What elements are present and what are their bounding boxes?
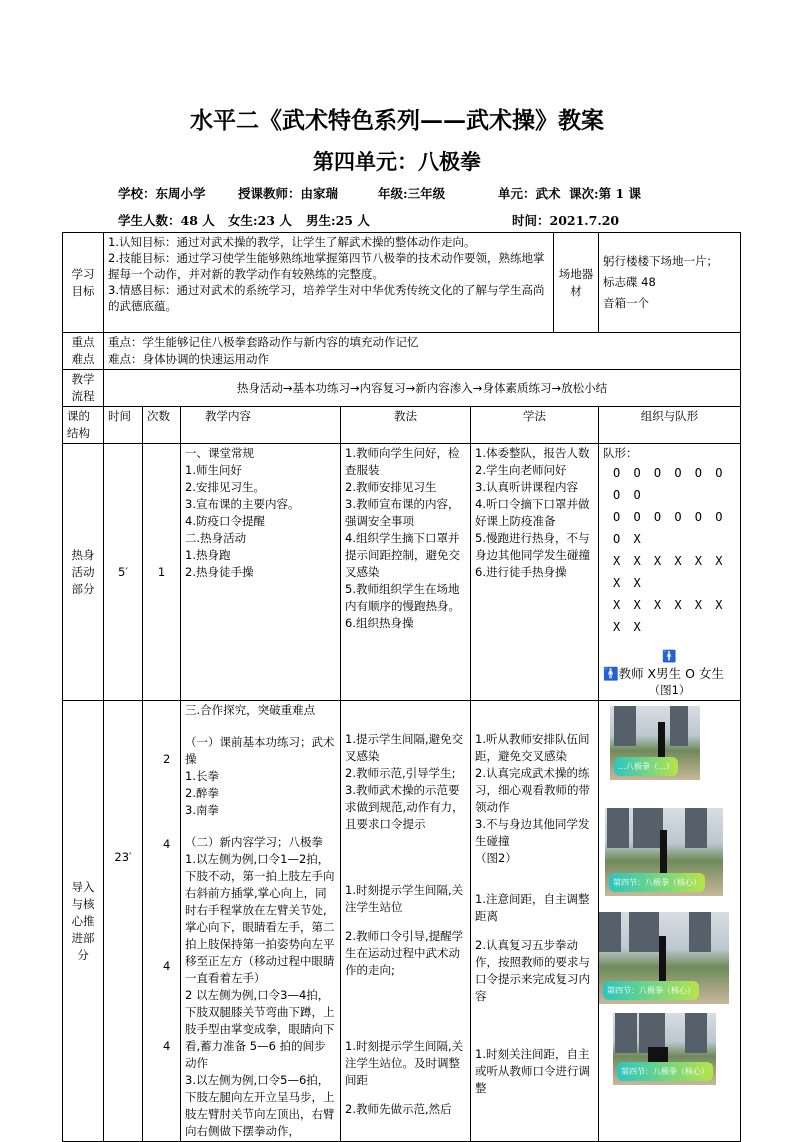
photo-caption: 第四节：八极拳（核心） [603,981,699,1000]
flow-text: 热身活动→基本功练习→内容复习→新内容渗入→身体素质练习→放松小结 [104,370,741,407]
equip-item: 躬行楼楼下场地一片； [603,254,718,268]
content-line: 2.热身徒手操 [185,565,254,579]
content-line: 2.安排见习生。 [185,480,265,494]
main-content [181,701,341,1142]
document-title: 水平二《武术特色系列——武术操》教案 [190,107,604,134]
learn-line: 5.慢跑进行热身，不与身边其他同学发生碰撞 [475,531,590,562]
learn-line: 1.听从教师安排队伍间距，避免交叉感染 [475,732,590,763]
content-line: 3.宣布课的主要内容。 [185,497,300,511]
formation-legend [603,665,736,682]
learn-line: 1.注意间距，自主调整距离 [475,892,590,923]
content-line: 1.师生问好 [185,463,242,477]
warmup-formation [599,444,741,701]
teach-line: 3.教师宣布课的内容，强调安全事项 [345,497,460,528]
learn-line: 3.不与身边其他同学发生碰撞 [475,817,590,848]
formation-row: O O O O O O O X [613,510,726,546]
teacher-icon: 🚹 [603,666,619,681]
formation-row: X X X X X X X X [613,554,726,590]
teacher: 授课教师：由家瑞 [238,186,339,201]
difficulty: 难点：身体协调的快速运用动作 [108,352,269,366]
lesson-table [62,232,741,1142]
content-line: 二.热身活动 [185,531,247,545]
content-line: 1.长拳 [185,769,219,783]
grade: 年级:三年级 [378,186,446,201]
main-time: 23′ [104,701,143,1142]
key-point: 重点：学生能够记住八极拳套路动作与新内容的填充动作记忆 [108,335,419,349]
figure-label: （图1） [648,683,691,697]
equip-item: 音箱一个 [603,296,649,310]
legend-text: 教师 X男生 O 女生 [618,666,724,681]
warmup-teaching [341,444,471,701]
flow-label: 教学流程 [63,370,104,407]
goal-item: 2.技能目标：通过学习使学生能够熟练地掌握第四节八极拳的技术动作要领，熟练地掌握每一个动作，并对新的教学动作有较熟练的完整度。 [108,251,545,281]
equip-list [599,233,741,333]
content-step: 1.以左侧为例,口令1—2拍，下肢不动，第一拍上肢左手向右斜前方插掌,掌心向上，同时右手程掌放在左臂关节处,掌心向下，眼睛看左手，第二拍上肢保持第一拍姿势向左平移至正左方（移动过程中眼睛一直看着左手） [185,852,335,985]
content-line: 一、课堂常规 [185,446,254,460]
goals-label: 学习目标 [63,233,104,333]
warmup-content [181,444,341,701]
school: 学校：东周小学 [118,186,206,201]
date: 时间：2021.7.20 [512,213,620,228]
lesson-number: 课次:第 1 课 [569,186,642,201]
learn-line: 6.进行徒手热身操 [475,565,567,579]
document-subtitle: 第四单元：八极拳 [313,149,481,174]
content-section: （二）新内容学习；八极拳 [185,835,323,849]
photo-caption: 第四节：八极拳（核心） [617,1062,713,1081]
header-learning: 学法 [471,407,599,444]
teach-line: 3.教师武术操的示范要求做到规范,动作有力，且要求口令提示 [345,783,464,831]
warmup-learning [471,444,599,701]
demo-photo [613,1013,716,1085]
learn-line: 2.认真复习五步拳动作，按照教师的要求与口令提示来完成复习内容 [475,938,590,1003]
header-count: 次数 [143,407,181,444]
girls-count: 女生:23 人 [228,213,292,228]
content-step: 2 以左侧为例,口令3—4拍，下肢双腿膝关节弯曲下蹲，上肢手型由掌变成拳，眼睛向下看,蓄力准备 5—6 拍的闾步动作 [185,988,335,1070]
content-line: 1.热身跑 [185,548,231,562]
goals-text [104,233,554,333]
header-structure: 课的结构 [63,407,104,444]
teach-line: 2.教师先做示范,然后 [345,1102,452,1116]
demo-photo [610,706,700,780]
learn-line: 3.认真听讲课程内容 [475,480,578,494]
learn-line: 1.时刻关注间距，自主或听从教师口令进行调整 [475,1047,590,1095]
content-line: 2.醉拳 [185,786,219,800]
main-photos [599,701,741,1142]
learn-line: 4.听口令摘下口罩并做好课上防疫准备 [475,497,590,528]
demo-photo [599,912,729,1004]
header-teaching: 教法 [341,407,471,444]
count-value: 2 [163,752,171,766]
formation-label: 队形： [603,446,638,460]
warmup-part: 热身活动部分 [63,444,104,701]
teach-line: 1.提示学生间隔,避免交叉感染 [345,732,464,763]
main-learning [471,701,599,1142]
key-points [104,333,741,370]
header-formation: 组织与队形 [599,407,741,444]
teach-line: 5.教师组织学生在场地内有顺序的慢跑热身。 [345,582,460,613]
count-value: 4 [163,837,171,851]
content-section: （一）课前基本功练习；武术操 [185,735,335,766]
teach-line: 2.教师示范,引导学生; [345,766,456,780]
equip-label: 场地器材 [554,233,599,333]
goal-item: 3.情感目标：通过对武术的系统学习，培养学生对中华优秀传统文化的了解与学生高尚的武德底蕴。 [108,283,545,313]
teach-line: 6.组织热身操 [345,616,414,630]
header-time: 时间 [104,407,143,444]
goal-item: 1.认知目标：通过对武术操的教学，让学生了解武术操的整体动作走向。 [108,235,476,249]
content-line: 4.防疫口令提醒 [185,514,265,528]
content-heading: 三.合作探究，突破重难点 [185,703,316,717]
teach-line: 1.教师向学生问好，检查服装 [345,446,460,477]
teach-line: 4.组织学生摘下口罩并提示间距控制，避免交叉感染 [345,531,460,579]
learn-line: 1.体委整队，报告人数 [475,446,590,460]
warmup-time: 5′ [104,444,143,701]
main-part: 导入与核心推进部分 [63,701,104,1142]
learn-line: 2.认真完成武术操的练习，细心观看教师的带领动作 [475,766,590,814]
figure-label: （图2） [475,851,517,865]
teach-line: 2.教师口令引导,提醒学生在运动过程中武术动作的走向; [345,929,464,977]
teach-line: 2.教师安排见习生 [345,480,437,494]
unit: 单元：武术 [498,186,561,201]
teacher-icon: 🚹 [662,649,677,663]
content-step: 3.以左侧为例,口令5—6拍，下肢左腿向左开立呈马步，上肢左臂肘关节向左顶出，右臂向右侧做下摆拳动作， [185,1073,335,1138]
learn-line: 2.学生向老师问好 [475,463,567,477]
photo-caption: 第四节：八极拳（核心） [609,873,705,892]
formation-row: O O O O O O O O [613,466,726,502]
main-teaching [341,701,471,1142]
formation-grid [603,462,736,638]
main-counts [143,701,181,1142]
teach-line: 1.时刻提示学生间隔,关注学生站位。及时调整间距 [345,1039,464,1087]
demo-photo [605,808,723,896]
equip-item: 标志碟 48 [603,275,656,289]
student-count: 学生人数：48 人 [118,213,215,228]
count-value: 4 [163,959,171,973]
photo-caption: …八极拳（…） [614,757,678,776]
header-content: 教学内容 [181,407,341,444]
formation-row: X X X X X X X X [613,598,726,634]
key-label: 重点难点 [63,333,104,370]
count-value: 4 [163,1039,171,1053]
content-line: 3.南拳 [185,803,219,817]
boys-count: 男生:25 人 [306,213,370,228]
teach-line: 1.时刻提示学生间隔,关注学生站位 [345,883,464,914]
warmup-count: 1 [143,444,181,701]
